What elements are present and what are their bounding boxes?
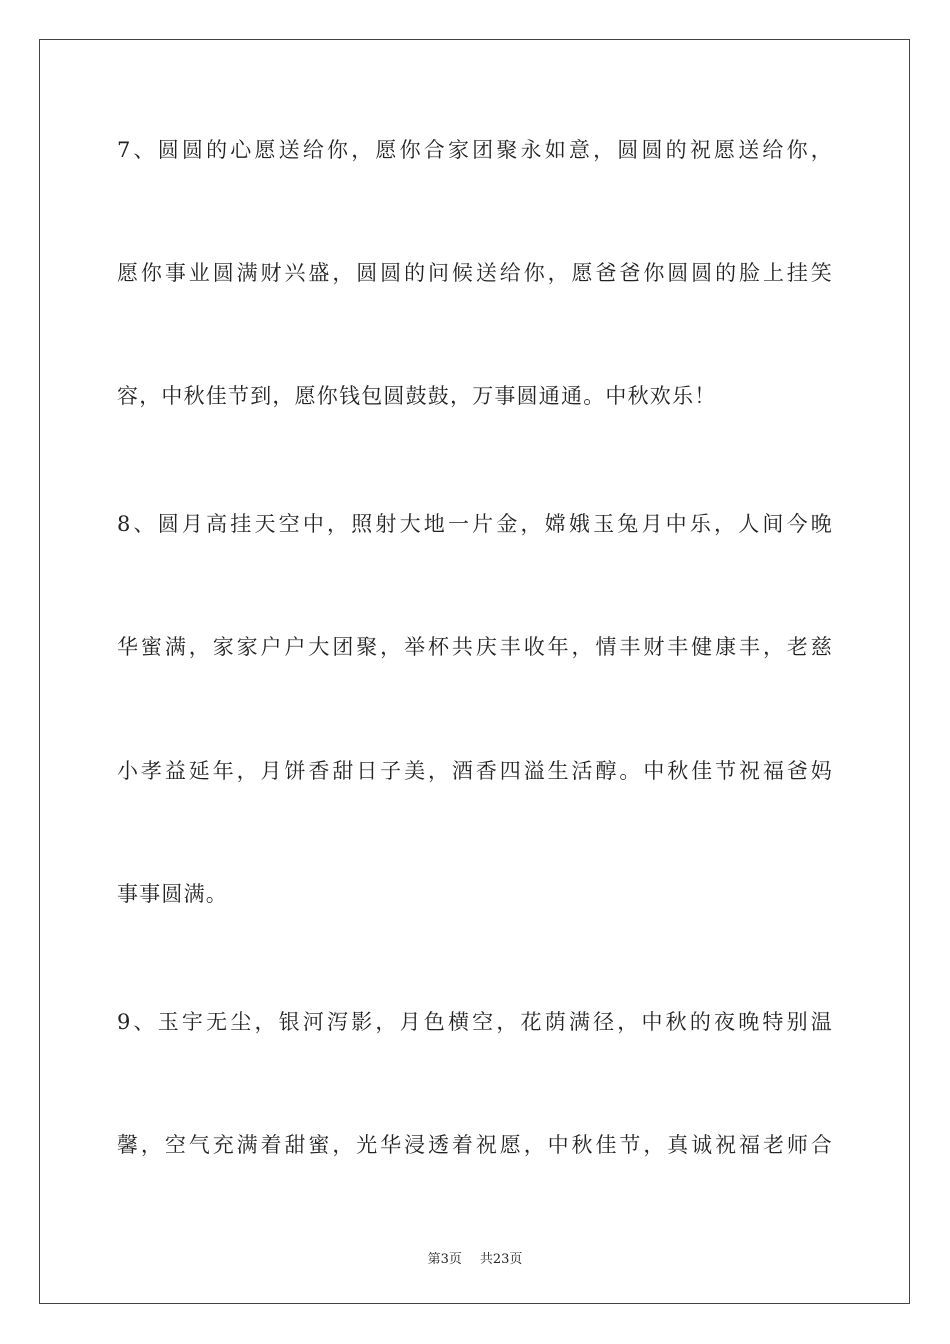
page-border xyxy=(39,39,910,1304)
paragraph-7-line-3: 容，中秋佳节到，愿你钱包圆鼓鼓，万事圆通通。中秋欢乐！ xyxy=(117,384,717,408)
paragraph-7-line-1: 7、圆圆的心愿送给你，愿你合家团聚永如意，圆圆的祝愿送给你， xyxy=(117,138,833,162)
page-number-total: 共23页 xyxy=(479,1252,523,1267)
paragraph-9-line-2: 馨，空气充满着甜蜜，光华浸透着祝愿，中秋佳节，真诚祝福老师合 xyxy=(117,1133,833,1157)
paragraph-8-line-2: 华蜜满，家家户户大团聚，举杯共庆丰收年，情丰财丰健康丰，老慈 xyxy=(117,635,833,659)
paragraph-7-line-2: 愿你事业圆满财兴盛，圆圆的问候送给你，愿爸爸你圆圆的脸上挂笑 xyxy=(117,261,833,285)
paragraph-8-line-3: 小孝益延年，月饼香甜日子美，酒香四溢生活醇。中秋佳节祝福爸妈 xyxy=(117,759,833,783)
paragraph-8-line-1: 8、圆月高挂天空中，照射大地一片金，嫦娥玉兔月中乐，人间今晚 xyxy=(117,512,833,536)
paragraph-9-line-1: 9、玉宇无尘，银河泻影，月色横空，花荫满径，中秋的夜晚特别温 xyxy=(117,1010,833,1034)
page-footer xyxy=(0,1248,950,1267)
paragraph-8-line-4: 事事圆满。 xyxy=(117,882,228,906)
page-number-current: 第3页 xyxy=(427,1252,462,1267)
